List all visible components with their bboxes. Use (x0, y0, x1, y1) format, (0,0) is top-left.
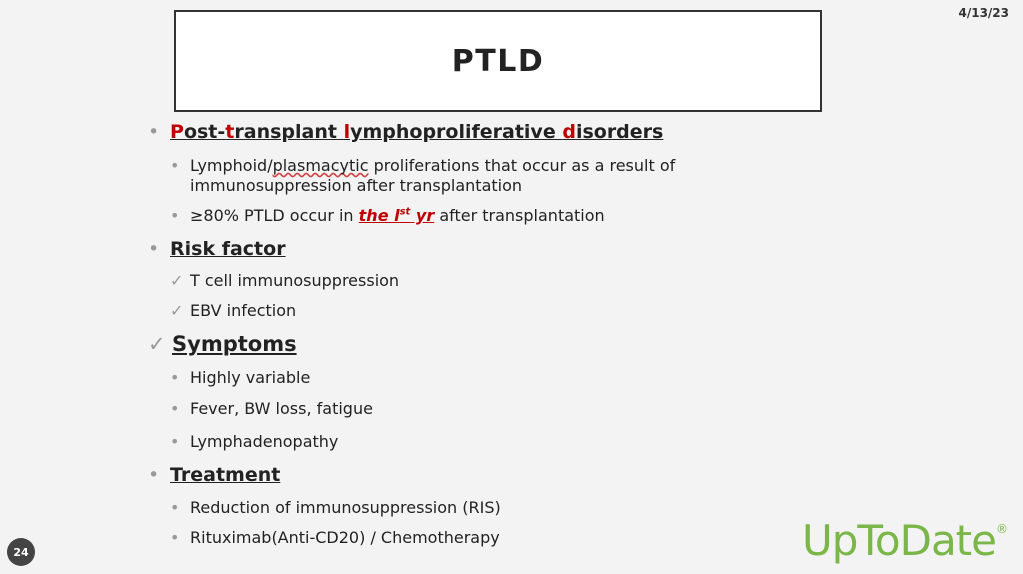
list-item: • Rituximab(Anti-CD20) / Chemotherapy (170, 528, 500, 547)
list-item: ✓ T cell immunosuppression (170, 271, 400, 290)
bullet-icon: • (170, 156, 180, 175)
uptodate-logo: UpToDate® (801, 516, 1007, 565)
page-number-badge: 24 (7, 538, 35, 566)
bullet-icon: • (170, 432, 180, 451)
slide-date: 4/13/23 (958, 6, 1009, 20)
bullet-icon: • (148, 464, 160, 486)
registered-mark: ® (996, 522, 1007, 536)
section-heading-symptoms: ✓ Symptoms (148, 332, 297, 356)
section-heading-ptld: • Post-transplant lymphoproliferative disorders (148, 121, 664, 143)
bullet-icon: • (170, 399, 180, 418)
bullet-icon: • (170, 206, 180, 225)
bullet-icon: • (170, 528, 180, 547)
slide-title: PTLD (451, 43, 545, 79)
list-item-continuation: immunosuppression after transplantation (190, 176, 523, 195)
list-item: • Lymphoid/plasmacytic proliferations that occur as a result of (170, 156, 676, 175)
section-heading-risk-factor: • Risk factor (148, 238, 286, 260)
section-heading-treatment: • Treatment (148, 464, 281, 486)
list-item: • Reduction of immunosuppression (RIS) (170, 498, 501, 517)
checkmark-icon: ✓ (170, 271, 184, 290)
title-box (174, 10, 822, 112)
bullet-icon: • (148, 121, 160, 143)
bullet-icon: • (170, 498, 180, 517)
list-item: • ≥80% PTLD occur in the $l^{st}$ yr after transplantation (170, 206, 605, 225)
list-item: ✓ EBV infection (170, 301, 297, 320)
list-item: • Fever, BW loss, fatigue (170, 399, 373, 418)
checkmark-icon: ✓ (148, 332, 166, 356)
bullet-icon: • (148, 238, 160, 260)
list-item: • Lymphadenopathy (170, 432, 339, 451)
list-item: • Highly variable (170, 368, 311, 387)
checkmark-icon: ✓ (170, 301, 184, 320)
bullet-icon: • (170, 368, 180, 387)
